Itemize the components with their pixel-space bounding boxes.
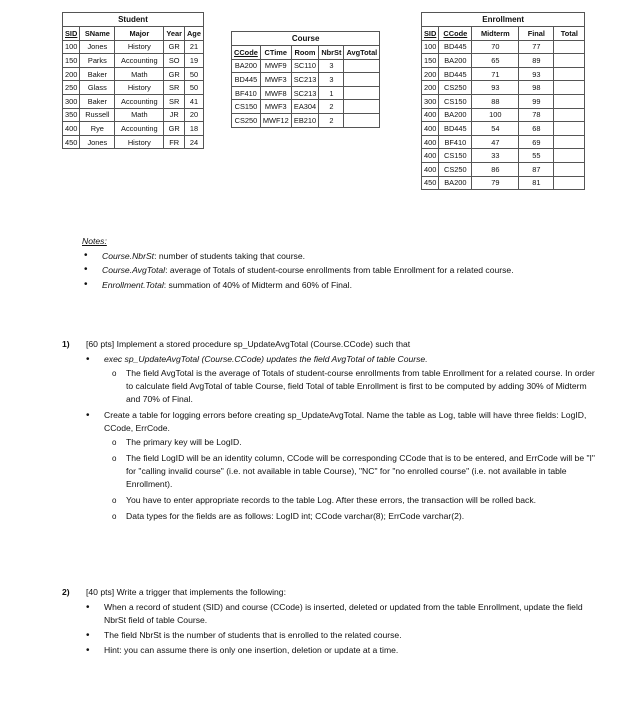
course-table-cell: BD445 — [232, 73, 261, 87]
course-table-wrap — [231, 31, 380, 128]
course-table-cell — [344, 59, 380, 73]
student-table-cell: Math — [115, 67, 164, 81]
enrollment-table-row — [422, 67, 585, 81]
question-2-intro: [40 pts] Write a trigger that implements the following: — [86, 587, 286, 597]
student-table-cell: Russell — [80, 108, 115, 122]
student-table-cell: History — [115, 40, 164, 54]
enrollment-table-cell: CS150 — [439, 149, 472, 163]
student-table-cell: History — [115, 81, 164, 95]
note-text: : average of Totals of student-course enrollments from table Enrollment for a related course. — [165, 265, 514, 275]
student-table-cell: GR — [164, 122, 185, 136]
enrollment-table-cell — [554, 40, 585, 54]
enrollment-table-cell: 400 — [422, 108, 439, 122]
enrollment-table-cell: 78 — [519, 108, 554, 122]
enrollment-table-cell: 71 — [472, 67, 519, 81]
enrollment-table-cell: 87 — [519, 162, 554, 176]
course-table-caption: Course — [232, 32, 380, 46]
course-table-cell — [344, 86, 380, 100]
enrollment-table-cell: BD445 — [439, 67, 472, 81]
student-col-sname: SName — [80, 27, 115, 41]
student-table-cell: Parks — [80, 54, 115, 68]
enrollment-table-cell — [554, 67, 585, 81]
question-2-bullet: • When a record of student (SID) and course (CCode) is inserted, deleted or updated from the table Enrollment, update the field NbrSt field of table Course. — [84, 601, 602, 627]
enrollment-table-row — [422, 122, 585, 136]
student-table-cell: SO — [164, 54, 185, 68]
question-2-header — [62, 586, 602, 599]
enrollment-table-cell: CS250 — [439, 162, 472, 176]
enrollment-table-row — [422, 54, 585, 68]
enrollment-col-sid: SID — [422, 27, 439, 41]
student-table-cell: Jones — [80, 40, 115, 54]
question-1-subitem: o Data types for the fields are as follows: LogID int; CCode varchar(8); ErrCode varchar(2). — [104, 510, 602, 523]
question-2-bullet: • The field NbrSt is the number of students that is enrolled to the related course. — [84, 629, 602, 642]
enrollment-table-cell: 47 — [472, 135, 519, 149]
note-term: Course.AvgTotal — [102, 265, 166, 275]
student-table-row — [63, 40, 204, 54]
question-2 — [62, 586, 602, 659]
enrollment-table-cell: 200 — [422, 67, 439, 81]
enrollment-table-cell: 55 — [519, 149, 554, 163]
course-table-row — [232, 100, 380, 114]
enrollment-table-cell: 54 — [472, 122, 519, 136]
course-table-row — [232, 113, 380, 127]
enrollment-table-wrap — [421, 12, 585, 190]
course-table-cell: 2 — [319, 100, 344, 114]
enrollment-table-cell — [554, 108, 585, 122]
student-col-sid: SID — [63, 27, 80, 41]
student-table-cell: Math — [115, 108, 164, 122]
student-table-cell: GR — [164, 67, 185, 81]
enrollment-table-cell — [554, 54, 585, 68]
course-col-room: Room — [291, 46, 319, 60]
course-table-cell: MWF12 — [260, 113, 291, 127]
question-2-bullets — [84, 601, 602, 657]
course-table-cell: MWF3 — [260, 100, 291, 114]
student-table-cell: 250 — [63, 81, 80, 95]
course-table-cell: 3 — [319, 59, 344, 73]
enrollment-table-row — [422, 135, 585, 149]
notes-section — [82, 234, 602, 292]
enrollment-table-cell: 81 — [519, 176, 554, 190]
course-table-row — [232, 86, 380, 100]
course-col-avgtotal: AvgTotal — [344, 46, 380, 60]
enrollment-table-cell: 400 — [422, 149, 439, 163]
note-item — [82, 278, 602, 293]
student-table-row — [63, 54, 204, 68]
course-col-ccode: CCode — [232, 46, 261, 60]
enrollment-table-cell: 88 — [472, 94, 519, 108]
course-table-cell: SC213 — [291, 86, 319, 100]
note-term: Enrollment.Total — [102, 279, 164, 290]
enrollment-table-row — [422, 108, 585, 122]
student-table-row — [63, 135, 204, 149]
student-table-cell: 19 — [184, 54, 203, 68]
enrollment-table-caption: Enrollment — [422, 13, 585, 27]
enrollment-table-cell: 99 — [519, 94, 554, 108]
question-1-bullet — [84, 409, 602, 523]
course-header-row — [232, 46, 380, 60]
enrollment-table-cell — [554, 149, 585, 163]
course-table-cell: SC110 — [291, 59, 319, 73]
enrollment-table-row — [422, 149, 585, 163]
student-table-row — [63, 108, 204, 122]
question-1-header — [62, 338, 602, 351]
enrollment-table-cell: 70 — [472, 40, 519, 54]
enrollment-table-row — [422, 40, 585, 54]
question-1-bullets — [84, 353, 602, 523]
enrollment-header-row — [422, 27, 585, 41]
course-table-cell — [344, 100, 380, 114]
enrollment-table-cell: BD445 — [439, 40, 472, 54]
student-table-cell: 21 — [184, 40, 203, 54]
enrollment-table-cell — [554, 162, 585, 176]
student-table-cell: GR — [164, 40, 185, 54]
course-table-cell — [344, 113, 380, 127]
enrollment-table-row — [422, 94, 585, 108]
course-table-cell: 1 — [319, 86, 344, 100]
enrollment-table-cell — [554, 81, 585, 95]
enrollment-table-cell: 400 — [422, 162, 439, 176]
student-table-cell: Glass — [80, 81, 115, 95]
enrollment-table-cell: 400 — [422, 135, 439, 149]
enrollment-table-cell: 100 — [422, 40, 439, 54]
student-table-cell: Rye — [80, 122, 115, 136]
question-1-subitem: o You have to enter appropriate records to the table Log. After these errors, the transaction will be rolled back. — [104, 494, 602, 507]
student-table-row — [63, 122, 204, 136]
student-table-row — [63, 94, 204, 108]
question-2-number: 2) — [62, 587, 70, 597]
student-table-cell: 150 — [63, 54, 80, 68]
student-table-cell: Accounting — [115, 122, 164, 136]
enrollment-table-cell: 68 — [519, 122, 554, 136]
student-header-row — [63, 27, 204, 41]
enrollment-table-cell — [554, 122, 585, 136]
student-table-cell: Baker — [80, 67, 115, 81]
course-table-cell: MWF8 — [260, 86, 291, 100]
enrollment-table-cell — [554, 176, 585, 190]
student-table-cell: Accounting — [115, 54, 164, 68]
enrollment-table-row — [422, 176, 585, 190]
enrollment-table-cell: 93 — [472, 81, 519, 95]
question-1-bullet — [84, 353, 602, 406]
enrollment-table-cell: 200 — [422, 81, 439, 95]
course-col-ctime: CTime — [260, 46, 291, 60]
question-1-bullet-text: Create a table for logging errors before creating sp_UpdateAvgTotal. Name the table as Log, table will have three fields: LogID, CCode, ErrCode. — [104, 410, 587, 433]
enrollment-table-cell: 93 — [519, 67, 554, 81]
enrollment-table-cell: CS250 — [439, 81, 472, 95]
student-col-year: Year — [164, 27, 185, 41]
student-table-wrap — [62, 12, 204, 149]
student-table-cell: History — [115, 135, 164, 149]
student-table-cell: FR — [164, 135, 185, 149]
enrollment-table-cell: 300 — [422, 94, 439, 108]
enrollment-table-cell: BA200 — [439, 176, 472, 190]
student-table-cell: SR — [164, 81, 185, 95]
enrollment-table-cell: 33 — [472, 149, 519, 163]
course-table-row — [232, 73, 380, 87]
enrollment-col-total: Total — [554, 27, 585, 41]
student-table-cell: 20 — [184, 108, 203, 122]
enrollment-table-row — [422, 162, 585, 176]
student-table-cell: 50 — [184, 81, 203, 95]
enrollment-table-cell: 77 — [519, 40, 554, 54]
course-table-cell: MWF9 — [260, 59, 291, 73]
question-1-subitem: o The primary key will be LogID. — [104, 436, 602, 449]
question-1-subitem: o The field LogID will be an identity column, CCode will be corresponding CCode that is to be entered, and ErrCode will be "I" for "calling invalid course" (i.e. not available in table Course), "NC" for "no enrolled course" (i.e. not available in table Enrollment). — [104, 452, 602, 491]
student-col-major: Major — [115, 27, 164, 41]
notes-title: Notes: — [82, 236, 107, 246]
note-text: : number of students taking that course. — [154, 250, 306, 261]
notes-list — [82, 249, 602, 293]
course-table-cell: CS250 — [232, 113, 261, 127]
enrollment-table-cell: 400 — [422, 122, 439, 136]
course-table-cell: SC213 — [291, 73, 319, 87]
enrollment-table-cell: 65 — [472, 54, 519, 68]
student-table-cell: 350 — [63, 108, 80, 122]
course-col-nbrst: NbrSt — [319, 46, 344, 60]
enrollment-table-cell: 450 — [422, 176, 439, 190]
student-table-cell: 300 — [63, 94, 80, 108]
student-table-caption: Student — [63, 13, 204, 27]
enrollment-col-final: Final — [519, 27, 554, 41]
course-table-cell: 2 — [319, 113, 344, 127]
enrollment-table-cell: 69 — [519, 135, 554, 149]
student-table-cell: 100 — [63, 40, 80, 54]
question-1-subitems — [104, 367, 602, 406]
enrollment-table-cell: BA200 — [439, 108, 472, 122]
student-table-cell: 450 — [63, 135, 80, 149]
question-1 — [62, 338, 602, 526]
student-table-row — [63, 81, 204, 95]
enrollment-table-cell: 100 — [472, 108, 519, 122]
course-table-cell: BA200 — [232, 59, 261, 73]
student-table-cell: JR — [164, 108, 185, 122]
course-table-cell: MWF3 — [260, 73, 291, 87]
student-col-age: Age — [184, 27, 203, 41]
question-2-bullet: • Hint: you can assume there is only one insertion, deletion or update at a time. — [84, 644, 602, 657]
enrollment-col-ccode: CCode — [439, 27, 472, 41]
student-table-cell: 41 — [184, 94, 203, 108]
course-table-row — [232, 59, 380, 73]
course-table-cell: BF410 — [232, 86, 261, 100]
student-table-row — [63, 67, 204, 81]
question-1-subitems — [104, 436, 602, 523]
enrollment-table-cell: BA200 — [439, 54, 472, 68]
student-table-cell: 400 — [63, 122, 80, 136]
question-1-number: 1) — [62, 339, 70, 349]
student-table-cell: Jones — [80, 135, 115, 149]
enrollment-table-cell: BD445 — [439, 122, 472, 136]
note-term: Course.NbrSt — [102, 250, 155, 261]
student-table-cell: 200 — [63, 67, 80, 81]
student-table-cell: 50 — [184, 67, 203, 81]
course-table-cell: EB210 — [291, 113, 319, 127]
student-table — [62, 12, 204, 149]
course-table — [231, 31, 380, 128]
question-1-bullet-text: exec sp_UpdateAvgTotal (Course.CCode) updates the field AvgTotal of table Course. — [104, 354, 428, 364]
student-table-cell: 24 — [184, 135, 203, 149]
enrollment-table-cell: BF410 — [439, 135, 472, 149]
note-text: : summation of 40% of Midterm and 60% of Final. — [163, 279, 352, 290]
enrollment-table-cell: 86 — [472, 162, 519, 176]
student-table-cell: SR — [164, 94, 185, 108]
enrollment-table — [421, 12, 585, 190]
note-item — [82, 263, 602, 278]
note-item — [82, 249, 602, 264]
enrollment-table-cell: 98 — [519, 81, 554, 95]
enrollment-table-cell: 79 — [472, 176, 519, 190]
student-table-cell: Accounting — [115, 94, 164, 108]
enrollment-col-midterm: Midterm — [472, 27, 519, 41]
enrollment-table-cell — [554, 135, 585, 149]
enrollment-table-cell: 150 — [422, 54, 439, 68]
course-table-cell: 3 — [319, 73, 344, 87]
enrollment-table-cell: 89 — [519, 54, 554, 68]
enrollment-table-cell: CS150 — [439, 94, 472, 108]
question-1-subitem: o The field AvgTotal is the average of Totals of student-course enrollments from table Enrollment for a related course. In order to calculate field AvgTotal of table Course, field Total of table Enrollment is first to be computed by adding 30% of Midterm and 70% of Final. — [104, 367, 602, 406]
question-1-intro: [60 pts] Implement a stored procedure sp_UpdateAvgTotal (Course.CCode) such that — [86, 339, 411, 349]
student-table-cell: Baker — [80, 94, 115, 108]
course-table-cell: CS150 — [232, 100, 261, 114]
enrollment-table-row — [422, 81, 585, 95]
student-table-cell: 18 — [184, 122, 203, 136]
course-table-cell: EA304 — [291, 100, 319, 114]
course-table-cell — [344, 73, 380, 87]
enrollment-table-cell — [554, 94, 585, 108]
